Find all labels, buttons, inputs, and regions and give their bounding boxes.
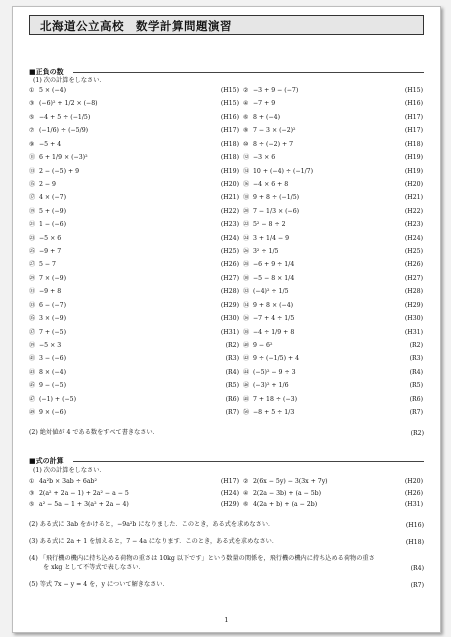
problem-number: ㉒ bbox=[243, 221, 250, 229]
exam-year: (H15) bbox=[404, 87, 423, 94]
problem-number: ㊹ bbox=[243, 368, 250, 376]
problem-row bbox=[243, 125, 423, 136]
problem-expression: −5 − 8 × 1/4 bbox=[253, 274, 295, 282]
problem-number: ⑯ bbox=[243, 180, 250, 188]
exam-year: (R2) bbox=[225, 341, 239, 349]
problem-expression: 5 − 7 bbox=[39, 261, 56, 269]
question-text-cont: を xkg として不等式で表しなさい． bbox=[43, 564, 145, 571]
exam-year: (R2) bbox=[409, 341, 423, 349]
question-prompt: (1) 次の計算をしなさい． bbox=[33, 77, 106, 84]
problem-expression: 9 + 8 × (−4) bbox=[253, 301, 294, 309]
problem-number: ㉘ bbox=[243, 261, 250, 269]
problem-number: ㊶ bbox=[29, 355, 36, 363]
question-text: (3) ある式に 2a + 1 を加えると，7 − 4a になります．このとき，ある式を求めなさい． bbox=[29, 538, 279, 545]
problem-number: ㉖ bbox=[243, 248, 250, 256]
problem-expression: −7 + 4 ÷ 1/5 bbox=[253, 315, 295, 323]
exam-year: (H23) bbox=[220, 221, 239, 229]
problem-expression: 4a²b × 3ab ÷ 6ab² bbox=[39, 478, 97, 485]
problem-number: ③ bbox=[29, 489, 35, 497]
problem-row bbox=[29, 353, 241, 364]
exam-year: (R3) bbox=[409, 355, 423, 363]
section-header-expressions bbox=[29, 456, 424, 466]
problem-row bbox=[29, 125, 241, 136]
problem-expression: 8 × (−4) bbox=[39, 368, 67, 376]
problem-expression: (−1) + (−5) bbox=[39, 395, 77, 403]
problem-expression: 2 − 9 bbox=[39, 180, 56, 188]
problem-number: ⑧ bbox=[243, 127, 249, 135]
section-divider bbox=[73, 72, 424, 73]
problem-number: ⑭ bbox=[243, 167, 250, 175]
exam-year: (H31) bbox=[404, 501, 423, 508]
problem-expression: −3 × 6 bbox=[253, 154, 276, 162]
exam-year: (H23) bbox=[404, 221, 423, 229]
problem-row bbox=[243, 340, 423, 351]
problem-expression: −7 + 9 bbox=[253, 100, 276, 108]
problem-row bbox=[29, 85, 241, 96]
problem-expression: 7 + 18 ÷ (−3) bbox=[253, 395, 297, 403]
problem-number: ② bbox=[243, 87, 249, 94]
exam-year: (R5) bbox=[409, 382, 423, 390]
problem-row bbox=[243, 380, 423, 391]
problem-expression: −5 + 4 bbox=[39, 140, 62, 148]
exam-year: (R2) bbox=[410, 430, 424, 437]
problem-expression: −4 + 5 ÷ (−1/5) bbox=[39, 113, 91, 121]
exam-year: (H22) bbox=[220, 207, 239, 215]
problem-row bbox=[29, 233, 241, 244]
problem-expression: −4 × 6 + 8 bbox=[253, 180, 289, 188]
problem-expression: 9 ÷ (−1/5) + 4 bbox=[253, 355, 300, 363]
exam-year: (H24) bbox=[220, 489, 239, 497]
problem-row bbox=[243, 273, 423, 284]
problem-number: ㊸ bbox=[29, 368, 36, 376]
problem-row bbox=[29, 219, 241, 230]
problem-row bbox=[29, 380, 241, 391]
problem-number: ㉔ bbox=[243, 234, 250, 242]
problem-row bbox=[243, 112, 423, 123]
problem-number: ㊵ bbox=[243, 341, 250, 349]
problem-expression: 3 − (−6) bbox=[39, 355, 67, 363]
problem-row bbox=[243, 206, 423, 217]
problem-number: ㊿ bbox=[243, 409, 250, 417]
problem-expression: 5 × (−4) bbox=[39, 87, 67, 94]
problem-row bbox=[29, 98, 241, 109]
question-prompt: (1) 次の計算をしなさい． bbox=[33, 467, 106, 474]
problem-row bbox=[29, 179, 241, 190]
exam-year: (H24) bbox=[220, 234, 239, 242]
exam-year: (H18) bbox=[404, 140, 423, 148]
problem-row bbox=[29, 407, 241, 418]
problem-number: ⑥ bbox=[243, 501, 249, 508]
problem-row bbox=[243, 85, 423, 96]
problem-expression: −3 + 9 − (−7) bbox=[253, 87, 299, 94]
problem-expression: −9 + 7 bbox=[39, 248, 62, 256]
problem-row bbox=[243, 327, 423, 338]
problem-number: ⑪ bbox=[29, 154, 36, 162]
problem-number: ④ bbox=[243, 100, 249, 108]
exam-year: (H28) bbox=[220, 288, 239, 296]
section-divider bbox=[73, 461, 424, 462]
exam-year: (H19) bbox=[220, 167, 239, 175]
problem-row bbox=[243, 367, 423, 378]
problem-row bbox=[243, 499, 423, 510]
exam-year: (H15) bbox=[220, 100, 239, 108]
exam-year: (H19) bbox=[404, 154, 423, 162]
problem-row bbox=[243, 394, 423, 405]
exam-year: (H15) bbox=[220, 87, 239, 94]
problem-number: ⑨ bbox=[29, 140, 35, 148]
problem-row bbox=[29, 313, 241, 324]
problem-expression: 1 − (−6) bbox=[39, 221, 67, 229]
problem-row bbox=[29, 166, 241, 177]
problem-row bbox=[29, 152, 241, 163]
problem-number: ㉑ bbox=[29, 221, 36, 229]
problem-row bbox=[29, 192, 241, 203]
exam-year: (H29) bbox=[220, 501, 239, 508]
exam-year: (H21) bbox=[404, 194, 423, 202]
exam-year: (H17) bbox=[220, 478, 239, 485]
exam-year: (H31) bbox=[220, 328, 239, 336]
question-text: (4) 「飛行機の機内に持ち込める荷物の重さは 10kg 以下です」という数量の関係を，飛行機の機内に持ち込める荷物の重さ bbox=[29, 555, 375, 562]
exam-year: (R4) bbox=[225, 368, 239, 376]
problem-row bbox=[243, 98, 423, 109]
exam-year: (H18) bbox=[220, 154, 239, 162]
exam-year: (H20) bbox=[220, 180, 239, 188]
problem-number: ⑲ bbox=[29, 207, 36, 215]
problem-expression: 3 + 1/4 − 9 bbox=[253, 234, 290, 242]
problem-expression: −8 + 5 ÷ 1/3 bbox=[253, 409, 295, 417]
exam-year: (H26) bbox=[404, 261, 423, 269]
problem-number: ⑱ bbox=[243, 194, 250, 202]
exam-year: (H28) bbox=[404, 288, 423, 296]
problem-number: ⑰ bbox=[29, 194, 36, 202]
problem-number: ㊳ bbox=[243, 328, 250, 336]
exam-year: (H20) bbox=[404, 478, 423, 485]
exam-year: (R4) bbox=[409, 368, 423, 376]
problem-row bbox=[29, 499, 241, 510]
problem-expression: 3² ÷ 1/5 bbox=[253, 248, 279, 256]
problem-row bbox=[243, 353, 423, 364]
problem-row bbox=[243, 259, 423, 270]
exam-year: (H20) bbox=[404, 180, 423, 188]
exam-year: (R5) bbox=[225, 382, 239, 390]
problem-expression: (−6)² + 1/2 × (−8) bbox=[39, 100, 98, 108]
problem-number: ㉝ bbox=[29, 301, 36, 309]
problem-row bbox=[29, 488, 241, 499]
problem-row bbox=[29, 139, 241, 150]
problem-number: ⑮ bbox=[29, 180, 36, 188]
problem-row bbox=[29, 394, 241, 405]
exam-year: (H26) bbox=[220, 261, 239, 269]
problem-number: ㉟ bbox=[29, 315, 36, 323]
exam-year: (H29) bbox=[220, 301, 239, 309]
exam-year: (H27) bbox=[220, 274, 239, 282]
problem-expression: 6 − (−7) bbox=[39, 301, 67, 309]
problem-row bbox=[29, 340, 241, 351]
problem-number: ㉓ bbox=[29, 234, 36, 242]
problem-row bbox=[243, 300, 423, 311]
exam-year: (H17) bbox=[404, 127, 423, 135]
problem-expression: 9 − (−5) bbox=[39, 382, 67, 390]
problem-expression: (−3)² + 1/6 bbox=[253, 382, 289, 390]
problem-expression: (−1/6) ÷ (−5/9) bbox=[39, 127, 89, 135]
question-absolute-value bbox=[29, 428, 424, 437]
problem-expression: a² − 5a − 1 + 3(a² + 2a − 4) bbox=[39, 501, 129, 508]
problem-expression: (−4)² ÷ 1/5 bbox=[253, 288, 289, 296]
problem-number: ④ bbox=[243, 489, 249, 497]
problem-row bbox=[243, 488, 423, 499]
problem-row bbox=[243, 219, 423, 230]
exam-year: (H31) bbox=[404, 328, 423, 336]
exam-year: (H19) bbox=[404, 167, 423, 175]
exam-year: (H30) bbox=[220, 315, 239, 323]
problem-number: ⑫ bbox=[243, 154, 250, 162]
problem-row bbox=[29, 246, 241, 257]
problem-row bbox=[243, 166, 423, 177]
problem-number: ㉙ bbox=[29, 274, 36, 282]
problem-row bbox=[29, 476, 241, 487]
problem-row bbox=[29, 286, 241, 297]
worksheet-page bbox=[12, 6, 441, 633]
problem-row bbox=[243, 286, 423, 297]
exam-year: (H17) bbox=[404, 113, 423, 121]
section-header-signed-numbers bbox=[29, 67, 424, 77]
problem-number: ⑥ bbox=[243, 113, 249, 121]
problem-number: ㊼ bbox=[29, 395, 36, 403]
question-text: (2) 絶対値が 4 である数をすべて書きなさい． bbox=[29, 429, 159, 436]
problem-number: ㊷ bbox=[243, 355, 250, 363]
problem-expression: 7 − 1/3 × (−6) bbox=[253, 207, 300, 215]
problem-number: ㉕ bbox=[29, 248, 36, 256]
exam-year: (H16) bbox=[220, 113, 239, 121]
question-inequality bbox=[29, 554, 424, 572]
exam-year: (R6) bbox=[409, 395, 423, 403]
problem-number: ② bbox=[243, 478, 249, 485]
exam-year: (R7) bbox=[410, 582, 424, 589]
exam-year: (H26) bbox=[404, 489, 423, 497]
exam-year: (H16) bbox=[404, 100, 423, 108]
problem-number: ① bbox=[29, 87, 35, 94]
exam-year: (H25) bbox=[220, 248, 239, 256]
problem-expression: 2(6x − 5y) − 3(3x + 7y) bbox=[253, 478, 328, 485]
problem-number: ① bbox=[29, 478, 35, 485]
exam-year: (H29) bbox=[404, 301, 423, 309]
problem-expression: 4 × (−7) bbox=[39, 194, 67, 202]
problem-number: ⑤ bbox=[29, 501, 35, 508]
problem-number: ㉚ bbox=[243, 274, 250, 282]
problem-number: ⑬ bbox=[29, 167, 36, 175]
question-solve-for-y bbox=[29, 580, 424, 589]
problem-number: ㊱ bbox=[243, 315, 250, 323]
problem-number: ⑦ bbox=[29, 127, 35, 135]
question-text: (5) 等式 7x − y = 4 を，y について解きなさい． bbox=[29, 581, 169, 588]
exam-year: (H18) bbox=[405, 539, 424, 546]
problem-row bbox=[29, 112, 241, 123]
problem-number: ③ bbox=[29, 100, 35, 108]
question-text: (2) ある式に 3ab をかけると，−9a²b になりました．このとき，ある式を求めなさい． bbox=[29, 521, 275, 528]
page-title: 北海道公立高校 数学計算問題演習 bbox=[29, 15, 424, 35]
problem-row bbox=[243, 139, 423, 150]
problem-row bbox=[243, 152, 423, 163]
problem-number: ㉛ bbox=[29, 288, 36, 296]
problem-expression: 9 × (−6) bbox=[39, 409, 67, 417]
problem-row bbox=[29, 259, 241, 270]
exam-year: (H21) bbox=[220, 194, 239, 202]
problem-number: ㉗ bbox=[29, 261, 36, 269]
problem-row bbox=[243, 192, 423, 203]
problem-expression: 3 × (−9) bbox=[39, 315, 67, 323]
problem-number: ⑩ bbox=[243, 140, 249, 148]
problem-expression: 2(a² + 2a − 1) + 2a² − a − 5 bbox=[39, 489, 129, 497]
problem-expression: −4 ÷ 1/9 + 8 bbox=[253, 328, 295, 336]
problem-number: ㊾ bbox=[29, 409, 36, 417]
problem-expression: 4(2a + b) + (a − 2b) bbox=[253, 501, 318, 508]
problem-number: ㉜ bbox=[243, 288, 250, 296]
problem-expression: 8 ÷ (−2) + 7 bbox=[253, 140, 294, 148]
exam-year: (R7) bbox=[409, 409, 423, 417]
problem-row bbox=[243, 246, 423, 257]
problem-number: ⑤ bbox=[29, 113, 35, 121]
problem-expression: (−5)² − 9 ÷ 3 bbox=[253, 368, 296, 376]
problem-expression: 5 + (−9) bbox=[39, 207, 67, 215]
problem-expression: −5 × 6 bbox=[39, 234, 62, 242]
exam-year: (R7) bbox=[225, 409, 239, 417]
problem-expression: −9 + 8 bbox=[39, 288, 62, 296]
exam-year: (R3) bbox=[225, 355, 239, 363]
problem-row bbox=[29, 273, 241, 284]
problem-row bbox=[29, 206, 241, 217]
problem-expression: 5² − 8 ÷ 2 bbox=[253, 221, 286, 229]
problem-expression: 2(2a − 3b) + (a − 5b) bbox=[253, 489, 322, 497]
problem-expression: 6 + 1/9 × (−3)² bbox=[39, 154, 88, 162]
problem-row bbox=[29, 367, 241, 378]
problem-expression: 9 − 6² bbox=[253, 341, 273, 349]
exam-year: (R4) bbox=[410, 565, 424, 572]
exam-year: (H25) bbox=[404, 248, 423, 256]
section-label: ■式の計算 bbox=[29, 457, 64, 465]
exam-year: (H24) bbox=[404, 234, 423, 242]
exam-year: (H18) bbox=[220, 140, 239, 148]
question-find-expression-1 bbox=[29, 520, 424, 529]
problem-expression: 10 + (−4) ÷ (−1/7) bbox=[253, 167, 314, 175]
problem-number: ㊲ bbox=[29, 328, 36, 336]
exam-year: (H16) bbox=[405, 522, 424, 529]
problem-number: ㉞ bbox=[243, 301, 250, 309]
problem-number: ㊴ bbox=[29, 341, 36, 349]
problem-row bbox=[29, 300, 241, 311]
problem-expression: 7 × (−9) bbox=[39, 274, 67, 282]
exam-year: (H30) bbox=[404, 315, 423, 323]
problem-expression: 9 + 8 ÷ (−1/5) bbox=[253, 194, 300, 202]
problem-number: ㊽ bbox=[243, 395, 250, 403]
problem-number: ㊻ bbox=[243, 382, 250, 390]
problem-expression: 2 − (−5) + 9 bbox=[39, 167, 80, 175]
exam-year: (H17) bbox=[220, 127, 239, 135]
exam-year: (R6) bbox=[225, 395, 239, 403]
problem-row bbox=[243, 407, 423, 418]
section-label: ■正負の数 bbox=[29, 68, 64, 76]
problem-expression: 7 + (−5) bbox=[39, 328, 67, 336]
question-find-expression-2 bbox=[29, 537, 424, 546]
problem-row bbox=[243, 476, 423, 487]
problem-number: ㊺ bbox=[29, 382, 36, 390]
problem-number: ⑳ bbox=[243, 207, 250, 215]
page-number: 1 bbox=[224, 616, 229, 624]
problem-row bbox=[29, 327, 241, 338]
problem-expression: 7 − 3 × (−2)² bbox=[253, 127, 296, 135]
problem-row bbox=[243, 179, 423, 190]
exam-year: (H27) bbox=[404, 274, 423, 282]
problem-row bbox=[243, 313, 423, 324]
problem-expression: 8 + (−4) bbox=[253, 113, 281, 121]
problem-row bbox=[243, 233, 423, 244]
exam-year: (H22) bbox=[404, 207, 423, 215]
problem-expression: −6 + 9 ÷ 1/4 bbox=[253, 261, 295, 269]
problem-expression: −5 × 3 bbox=[39, 341, 62, 349]
